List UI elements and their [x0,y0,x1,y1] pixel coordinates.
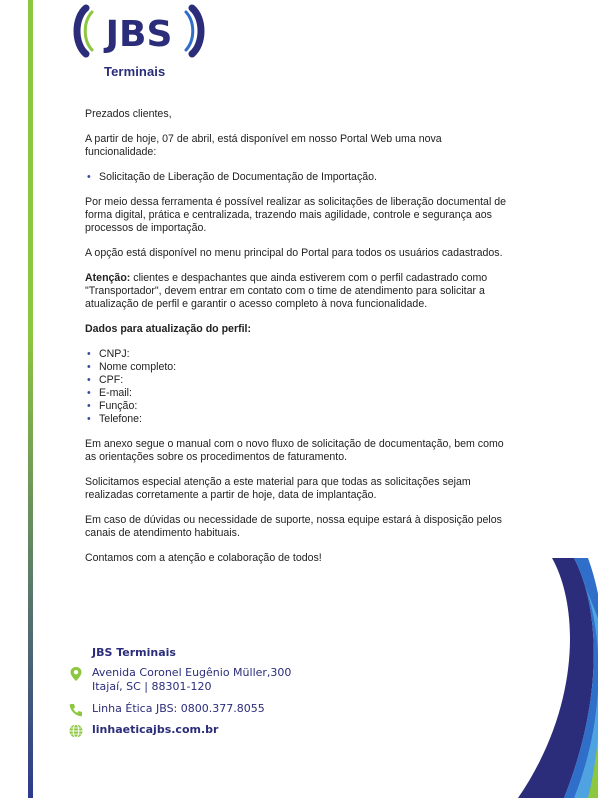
letter-body [85,108,515,577]
website-link[interactable]: linhaeticajbs.com.br [92,723,219,736]
jbs-logo [72,4,206,78]
address-line-1: Avenida Coronel Eugênio Müller,300 [92,666,292,679]
list-item: • CPF: [99,374,515,387]
attention-label: Atenção: [85,272,131,284]
footer-ethics-line [68,702,265,718]
location-pin-icon [68,666,84,682]
profile-data-list [85,348,515,426]
paragraph-request: Solicitamos especial atenção a este material para que todas as solicitações sejam realizadas corretamente a partir de hoje, data de implantação. [85,476,471,501]
paragraph-announcement: A partir de hoje, 07 de abril, está disponível em nosso Portal Web uma nova funcionalidade: [85,133,442,158]
logo-subtitle: Terminais [104,64,166,79]
jbs-logo-mark [72,4,206,58]
footer-company: JBS Terminais [92,646,176,659]
list-item: • Telefone: [99,413,515,426]
logo-text: JBS [105,14,173,55]
left-accent-bar [28,0,33,798]
feature-list [85,171,515,184]
list-item: • CNPJ: [99,348,515,361]
paragraph-menu: A opção está disponível no menu principal do Portal para todos os usuários cadastrados. [85,247,503,259]
closing-line: Contamos com a atenção e colaboração de todos! [85,552,322,564]
attention-text: clientes e despachantes que ainda estiverem com o perfil cadastrado como "Transportador", devem entrar em contato com o time de atendimento para solicitar a atualização de perfil e garantir o acesso completo à nova funcionalidade. [85,272,488,310]
profile-data-heading: Dados para atualização do perfil: [85,323,252,335]
decorative-swoosh [488,558,598,798]
paragraph-attachment: Em anexo segue o manual com o novo fluxo de solicitação de documentação, bem como as orientações sobre os procedimentos de faturamento. [85,438,504,463]
paragraph-tool: Por meio dessa ferramenta é possível realizar as solicitações de liberação documental de forma digital, prática e centralizada, trazendo mais agilidade, controle e segurança aos processos de importação. [85,196,507,234]
footer-address [68,666,291,694]
list-item: • E-mail: [99,387,515,400]
ethics-line-text: Linha Ética JBS: 0800.377.8055 [92,702,265,715]
phone-icon [68,702,84,718]
feature-item: • Solicitação de Liberação de Documentação de Importação. [99,171,515,184]
paragraph-attention [85,272,515,311]
footer-contact [68,646,328,736]
address-line-2: Itajaí, SC | 88301-120 [92,680,212,693]
paragraph-support: Em caso de dúvidas ou necessidade de suporte, nossa equipe estará à disposição pelos canais de atendimento habituais. [85,514,502,539]
globe-icon [68,723,84,739]
list-item: • Função: [99,400,515,413]
greeting: Prezados clientes, [85,108,172,120]
list-item: • Nome completo: [99,361,515,374]
footer-website [68,723,218,739]
